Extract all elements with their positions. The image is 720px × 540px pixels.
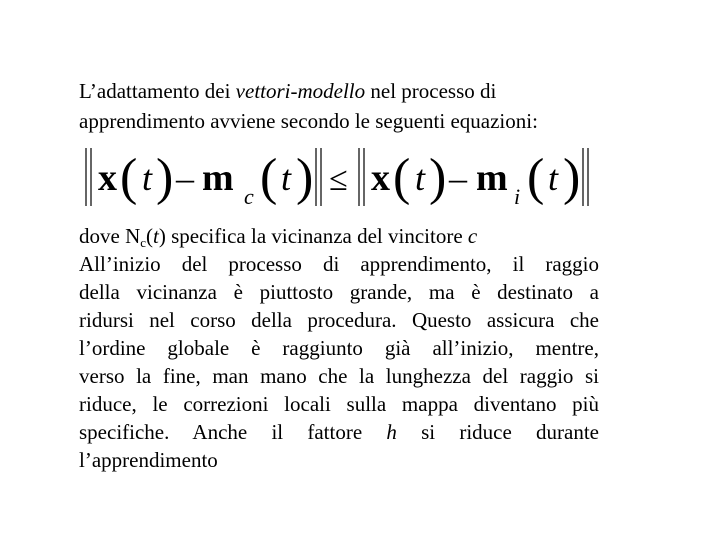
paren-open: ( [260, 149, 278, 206]
paren-close: ) [563, 149, 581, 206]
paren-close: ) [429, 149, 447, 206]
vector-m: m [202, 157, 234, 199]
paren-close: ) [296, 149, 314, 206]
subscript-c: c [140, 235, 147, 250]
paren-open: ( [120, 149, 138, 206]
definition-line: dove $N_c(t)$ specifica la vicinanza del vincitore c [79, 224, 478, 250]
var-t: t [548, 158, 559, 198]
vector-x: x [371, 157, 390, 199]
leq-sign: ≤ [329, 161, 348, 198]
explanation-text [79, 222, 599, 474]
equation [84, 144, 594, 210]
paragraph-line: l’apprendimento [79, 448, 218, 472]
var-t: t [281, 158, 292, 198]
emphasis-vettori-modello: vettori-modello [235, 79, 366, 103]
sub-i: i [514, 184, 521, 209]
var-t: t [415, 158, 426, 198]
vector-x: x [98, 157, 117, 199]
paren-open: ( [393, 149, 411, 206]
winner-variable: c [467, 224, 478, 248]
paragraph-line: specifiche. Anche il fattore h si riduce durante [79, 420, 599, 444]
vector-m: m [476, 157, 508, 199]
minus-sign: – [449, 158, 467, 198]
intro-line-1: L’adattamento dei vettori-modello nel processo di [79, 79, 497, 103]
variable-h: h [386, 420, 397, 444]
paragraph-line: della vicinanza è piuttosto grande, ma è destinato a [79, 280, 599, 304]
var-t: t [142, 158, 153, 198]
paragraph-line: All’inizio del processo di apprendimento, il raggio [79, 252, 599, 276]
paren-close: ) [156, 149, 174, 206]
paragraph-line: l’ordine globale è raggiunto già all’inizio, mentre, [79, 336, 599, 360]
minus-sign: – [176, 158, 194, 198]
equation-svg [84, 144, 594, 210]
intro-text [79, 76, 639, 136]
intro-line-2: apprendimento avviene secondo le seguenti equazioni: [79, 109, 538, 133]
paragraph-line: riduce, le correzioni locali sulla mappa diventano più [79, 392, 599, 416]
paragraph-line: ridursi nel corso della procedura. Questo assicura che [79, 308, 599, 332]
paragraph-line: verso la fine, man mano che la lunghezza del raggio si [79, 364, 599, 388]
paren-open: ( [527, 149, 545, 206]
sub-c: c [244, 184, 254, 209]
